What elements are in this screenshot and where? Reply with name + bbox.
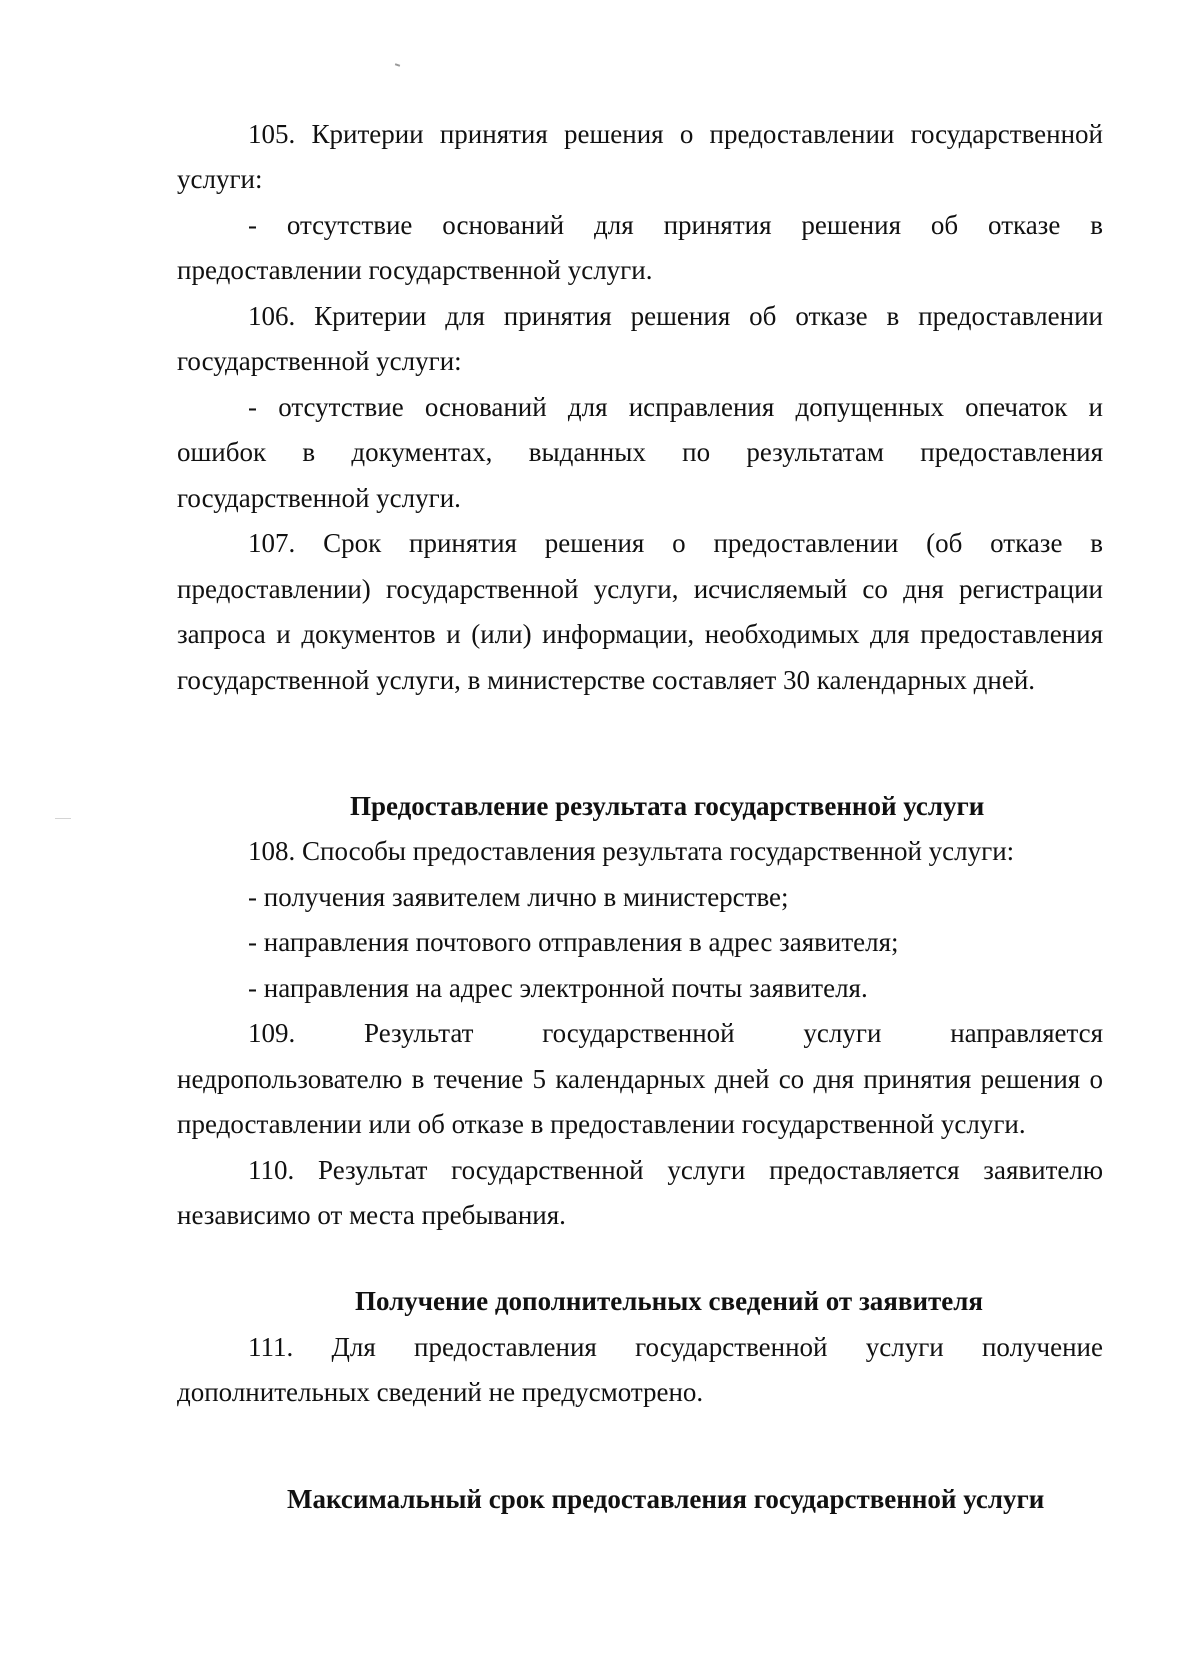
paragraph-107-line-2: предоставлении) государственной услуги, исчисляемый со дня регистрации — [177, 574, 1103, 604]
bullet-105-line-1: - отсутствие оснований для принятия решения об отказе в — [248, 210, 1103, 240]
paragraph-107-line-4: государственной услуги, в министерстве составляет 30 календарных дней. — [177, 665, 1036, 695]
scan-mark — [395, 63, 400, 66]
paragraph-109-line-2: недропользователю в течение 5 календарных дней со дня принятия решения о — [177, 1064, 1103, 1094]
paragraph-105-line-1: 105. Критерии принятия решения о предоставлении государственной — [248, 119, 1103, 149]
paragraph-105-line-2: услуги: — [177, 164, 263, 194]
bullet-105-line-2: предоставлении государственной услуги. — [177, 255, 653, 285]
bullet-106-line-2: ошибок в документах, выданных по результатам предоставления — [177, 437, 1103, 467]
bullet-108-1: - получения заявителем лично в министерстве; — [248, 882, 789, 912]
bullet-108-2: - направления почтового отправления в адрес заявителя; — [248, 927, 899, 957]
paragraph-107-line-1: 107. Срок принятия решения о предоставлении (об отказе в — [248, 528, 1103, 558]
paragraph-111-line-2: дополнительных сведений не предусмотрено. — [177, 1377, 704, 1407]
paragraph-109-line-1: 109. Результат государственной услуги направляется — [248, 1018, 1103, 1048]
bullet-106-line-3: государственной услуги. — [177, 483, 461, 513]
paragraph-106-line-1: 106. Критерии для принятия решения об отказе в предоставлении — [248, 301, 1103, 331]
paragraph-106-line-2: государственной услуги: — [177, 346, 462, 376]
paragraph-110-line-2: независимо от места пребывания. — [177, 1200, 566, 1230]
paragraph-110-line-1: 110. Результат государственной услуги предоставляется заявителю — [248, 1155, 1103, 1185]
paragraph-108: 108. Способы предоставления результата государственной услуги: — [248, 836, 1015, 866]
paragraph-109-line-3: предоставлении или об отказе в предоставлении государственной услуги. — [177, 1109, 1026, 1139]
bullet-108-3: - направления на адрес электронной почты заявителя. — [248, 973, 868, 1003]
paragraph-111-line-1: 111. Для предоставления государственной услуги получение — [248, 1332, 1103, 1362]
bullet-106-line-1: - отсутствие оснований для исправления допущенных опечаток и — [248, 392, 1103, 422]
section-heading-additional-info: Получение дополнительных сведений от заявителя — [355, 1286, 984, 1316]
section-heading-result: Предоставление результата государственной услуги — [350, 791, 985, 821]
section-heading-max-term: Максимальный срок предоставления государственной услуги — [287, 1484, 1045, 1514]
paragraph-107-line-3: запроса и документов и (или) информации, необходимых для предоставления — [177, 619, 1103, 649]
scan-edge-line — [55, 818, 71, 819]
